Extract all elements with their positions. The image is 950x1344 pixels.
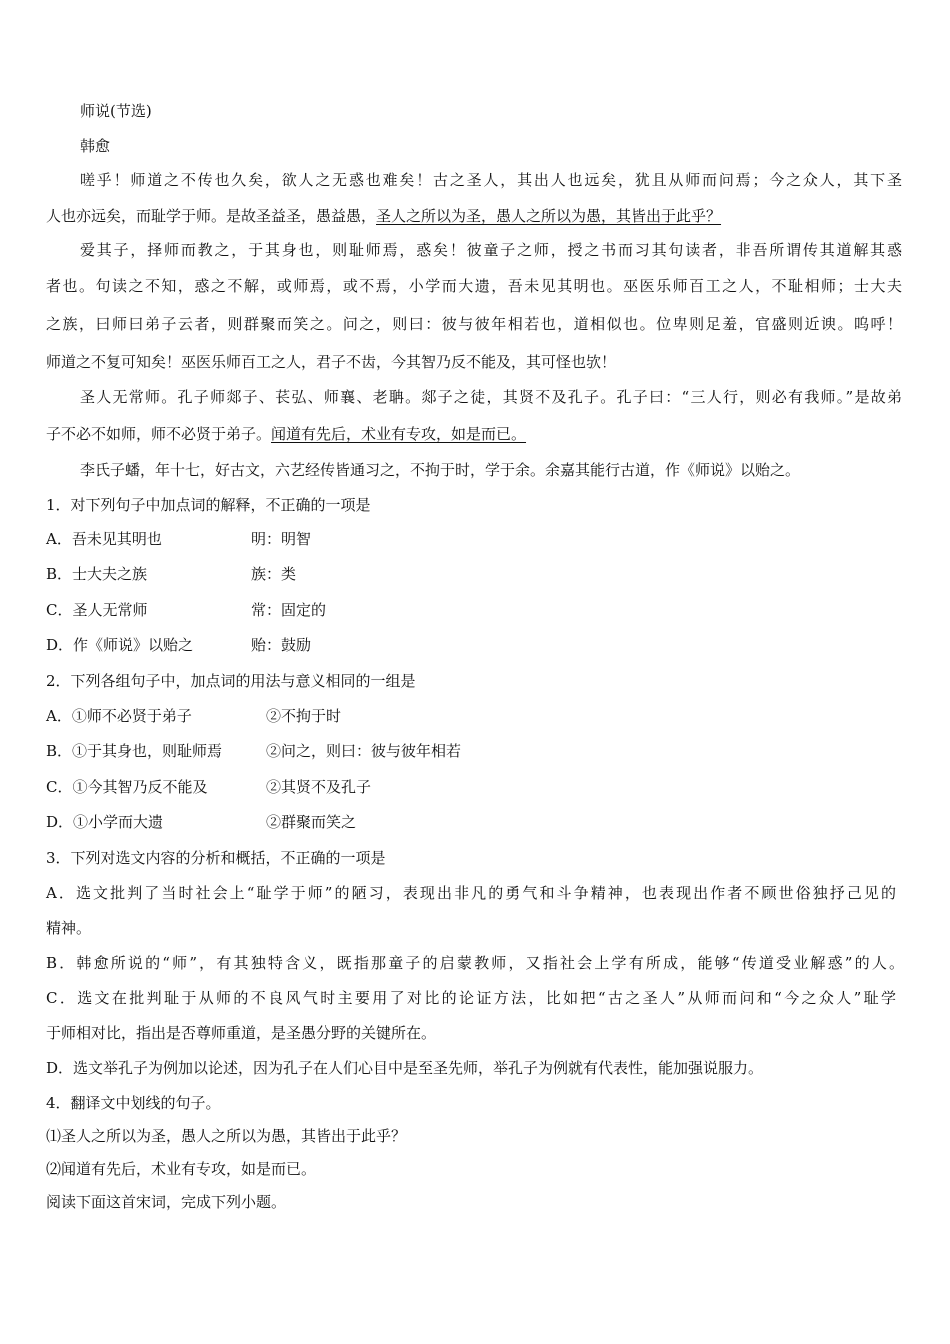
paragraph-1-line-2 [46,206,721,226]
question-2-option-a [46,706,342,726]
option-first-sentence: D．①小学而大遗 [46,813,164,831]
option-gloss: 贻：鼓励 [251,636,312,654]
question-2-option-d [46,812,357,832]
paragraph-1-line-1: 嗟乎！师道之不传也久矣，欲人之无惑也难矣！古之圣人，其出人也远矣，犹且从师而问焉；今之众人，其下圣 [80,171,902,189]
option-second-sentence: ②不拘于时 [266,707,342,725]
option-gloss: 明：明智 [251,530,312,548]
paragraph-2-line-3: 之族，曰师曰弟子云者，则群聚而笑之。问之，则曰：彼与彼年相若也，道相似也。位卑则足羞，官盛则近谀。呜呼！ [46,315,902,333]
paragraph-2-line-1: 爱其子，择师而教之，于其身也，则耻师焉，惑矣！彼童子之师，授之书而习其句读者，非吾所谓传其道解其惑 [80,241,902,259]
question-3-option-c-line-2: 于师相对比，指出是否尊师重道，是圣愚分野的关键所在。 [46,1024,437,1042]
paragraph-3-line-2 [46,424,526,444]
question-4-stem: 4．翻译文中划线的句子。 [46,1094,221,1112]
question-2-option-c [46,777,372,797]
option-second-sentence: ②其贤不及孔子 [266,778,372,796]
underlined-sentence-1: 圣人之所以为圣，愚人之所以为愚，其皆出于此乎？ [376,207,722,225]
question-3-option-c-line-1: C．选文在批判耻于从师的不良风气时主要用了对比的论证方法，比如把“古之圣人”从师而问和“今之众人”耻学 [46,989,896,1007]
option-sentence: B．士大夫之族 [46,565,148,583]
question-4-item-2: ⑵闻道有先后，术业有专攻，如是而已。 [46,1160,317,1178]
paragraph-2-line-4: 师道之不复可知矣！巫医乐师百工之人，君子不齿，今其智乃反不能及，其可怪也欤！ [46,353,617,371]
option-second-sentence: ②群聚而笑之 [266,813,357,831]
underlined-sentence-2: 闻道有先后，术业有专攻，如是而已。 [271,425,527,443]
question-1-option-a [46,529,312,549]
option-gloss: 常：固定的 [251,601,327,619]
paragraph-3-line-1: 圣人无常师。孔子师郯子、苌弘、师襄、老聃。郯子之徒，其贤不及孔子。孔子曰：“三人行，则必有我师。”是故弟 [80,388,902,406]
question-1-stem: 1．对下列句子中加点词的解释，不正确的一项是 [46,496,371,514]
question-3-option-a-line-2: 精神。 [46,919,92,937]
question-3-option-a-line-1: A．选文批判了当时社会上“耻学于师”的陋习，表现出非凡的勇气和斗争精神，也表现出作者不顾世俗独抒己见的 [46,884,896,902]
question-2-stem: 2．下列各组句子中，加点词的用法与意义相同的一组是 [46,672,416,690]
paragraph-4: 李氏子蟠，年十七，好古文，六艺经传皆通习之，不拘于时，学于余。余嘉其能行古道，作《师说》以贻之。 [80,461,801,479]
question-4-item-1: ⑴圣人之所以为圣，愚人之所以为愚，其皆出于此乎？ [46,1127,407,1145]
passage-title: 师说(节选) [80,102,152,120]
option-sentence: A．吾未见其明也 [46,530,162,548]
paragraph-2-line-2: 者也。句读之不知，惑之不解，或师焉，或不焉，小学而大遗，吾未见其明也。巫医乐师百工之人，不耻相师；士大夫 [46,277,902,295]
question-1-option-d [46,635,312,655]
question-3-option-b: B．韩愈所说的“师”，有其独特含义，既指那童子的启蒙教师，又指社会上学有所成，能够“传道受业解惑”的人。 [46,954,904,972]
paragraph-1-plain-text: 人也亦远矣，而耻学于师。是故圣益圣，愚益愚， [46,207,377,225]
next-section-instruction: 阅读下面这首宋词，完成下列小题。 [46,1193,287,1211]
option-first-sentence: B．①于其身也，则耻师焉 [46,742,223,760]
option-second-sentence: ②问之，则曰：彼与彼年相若 [266,742,462,760]
question-1-option-b [46,564,297,584]
paragraph-3-plain-text: 子不必不如师，师不必贤于弟子。 [46,425,272,443]
option-first-sentence: A．①师不必贤于弟子 [46,707,192,725]
question-3-stem: 3．下列对选文内容的分析和概括，不正确的一项是 [46,849,386,867]
option-sentence: C．圣人无常师 [46,601,148,619]
question-1-option-c [46,600,327,620]
option-gloss: 族：类 [251,565,297,583]
option-first-sentence: C．①今其智乃反不能及 [46,778,208,796]
option-sentence: D．作《师说》以贻之 [46,636,194,654]
question-3-option-d: D．选文举孔子为例加以论述，因为孔子在人们心目中是至圣先师，举孔子为例就有代表性，能加强说服力。 [46,1059,764,1077]
passage-author: 韩愈 [80,137,111,155]
question-2-option-b [46,741,462,761]
